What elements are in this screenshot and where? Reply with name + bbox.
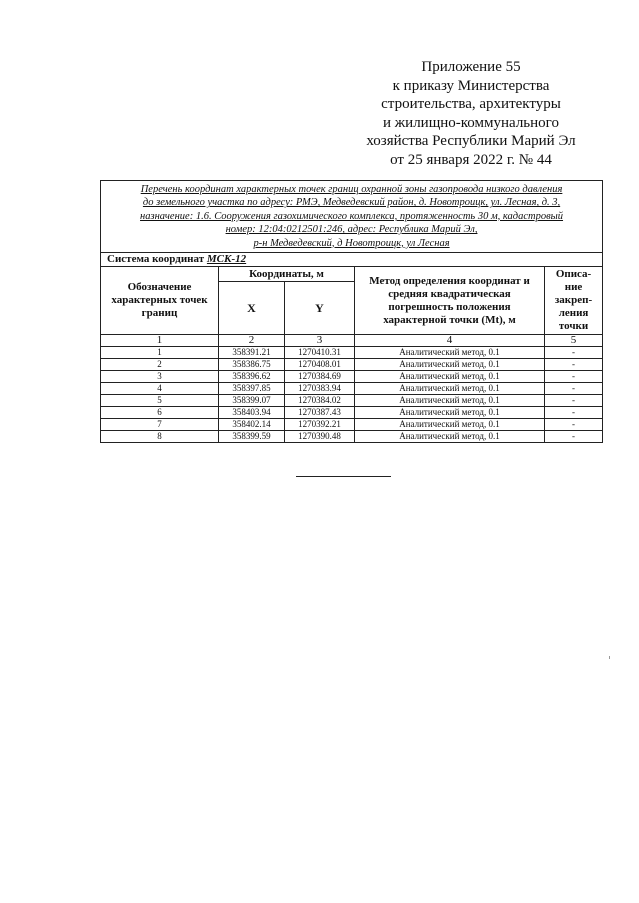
order-date: от 25 января 2022 г. № 44 bbox=[390, 151, 552, 168]
header-point: Обозначение характерных точек границ bbox=[101, 267, 219, 335]
cell-description: - bbox=[545, 407, 603, 419]
cell-point: 8 bbox=[101, 431, 219, 443]
cell-x: 358402.14 bbox=[219, 419, 285, 431]
coord-system-value: МСК-12 bbox=[206, 253, 247, 266]
table-row bbox=[101, 371, 603, 383]
cell-point: 3 bbox=[101, 371, 219, 383]
title-row bbox=[101, 181, 603, 253]
cell-method: Аналитический метод, 0.1 bbox=[355, 431, 545, 443]
cell-x: 358386.75 bbox=[219, 359, 285, 371]
column-number: 4 bbox=[355, 335, 545, 347]
cell-x: 358397.85 bbox=[219, 383, 285, 395]
cell-y: 1270410.31 bbox=[285, 347, 355, 359]
title-line: номер: 12:04:0212501:246, адрес: Республика Марий Эл, bbox=[225, 224, 478, 236]
cell-y: 1270383.94 bbox=[285, 383, 355, 395]
title-line: назначение: 1.6. Сооружения газохимического комплекса, протяженность 30 м, кадастровый bbox=[140, 210, 564, 222]
appendix-number: Приложение 55 bbox=[421, 59, 521, 75]
header-y: Y bbox=[285, 282, 355, 335]
cell-method: Аналитический метод, 0.1 bbox=[355, 359, 545, 371]
appendix-header bbox=[340, 58, 602, 169]
header-row-1 bbox=[101, 267, 603, 282]
column-number: 5 bbox=[545, 335, 603, 347]
column-numbers-row bbox=[101, 335, 603, 347]
cell-x: 358391.21 bbox=[219, 347, 285, 359]
cell-description: - bbox=[545, 419, 603, 431]
cell-y: 1270390.48 bbox=[285, 431, 355, 443]
scan-mark bbox=[609, 656, 610, 659]
cell-point: 4 bbox=[101, 383, 219, 395]
cell-point: 5 bbox=[101, 395, 219, 407]
title-line: р-н Медведевский, д Новотроицк, ул Лесная bbox=[253, 237, 450, 249]
cell-y: 1270408.01 bbox=[285, 359, 355, 371]
cell-description: - bbox=[545, 347, 603, 359]
cell-description: - bbox=[545, 383, 603, 395]
cell-description: - bbox=[545, 359, 603, 371]
coord-system-row bbox=[101, 253, 603, 267]
cell-x: 358399.59 bbox=[219, 431, 285, 443]
header-coords: Координаты, м bbox=[219, 267, 355, 282]
table-row bbox=[101, 359, 603, 371]
header-description: Описа- ние закреп- ления точки bbox=[545, 267, 603, 335]
table-row bbox=[101, 395, 603, 407]
cell-point: 6 bbox=[101, 407, 219, 419]
cell-y: 1270392.21 bbox=[285, 419, 355, 431]
cell-x: 358399.07 bbox=[219, 395, 285, 407]
cell-x: 358396.62 bbox=[219, 371, 285, 383]
table-row bbox=[101, 407, 603, 419]
table-title bbox=[101, 181, 603, 253]
cell-description: - bbox=[545, 371, 603, 383]
cell-method: Аналитический метод, 0.1 bbox=[355, 419, 545, 431]
cell-x: 358403.94 bbox=[219, 407, 285, 419]
order-line: к приказу Министерства bbox=[392, 77, 550, 94]
cell-y: 1270384.02 bbox=[285, 395, 355, 407]
coord-system-label: Система координат bbox=[107, 253, 205, 266]
cell-description: - bbox=[545, 395, 603, 407]
column-number: 2 bbox=[219, 335, 285, 347]
header-x: X bbox=[219, 282, 285, 335]
coordinates-table bbox=[100, 180, 603, 443]
table-row bbox=[101, 419, 603, 431]
ministry-line-2: и жилищно-коммунального bbox=[383, 114, 559, 131]
cell-y: 1270384.69 bbox=[285, 371, 355, 383]
title-line: Перечень координат характерных точек границ охранной зоны газопровода низкого давления bbox=[140, 184, 563, 195]
cell-point: 1 bbox=[101, 347, 219, 359]
cell-point: 2 bbox=[101, 359, 219, 371]
title-line: до земельного участка по адресу: РМЭ, Медведевский район, д. Новотроицк, ул. Лесная, д. 3, bbox=[142, 197, 561, 209]
cell-method: Аналитический метод, 0.1 bbox=[355, 395, 545, 407]
ministry-line-3: хозяйства Республики Марий Эл bbox=[366, 133, 576, 149]
table-row bbox=[101, 347, 603, 359]
cell-method: Аналитический метод, 0.1 bbox=[355, 383, 545, 395]
header-method: Метод определения координат и средняя квадратическая погрешность положения характерной точки (Mt), м bbox=[355, 267, 545, 335]
table-row bbox=[101, 431, 603, 443]
cell-method: Аналитический метод, 0.1 bbox=[355, 347, 545, 359]
table-row bbox=[101, 383, 603, 395]
column-number: 1 bbox=[101, 335, 219, 347]
coord-system bbox=[101, 253, 603, 267]
cell-method: Аналитический метод, 0.1 bbox=[355, 371, 545, 383]
cell-y: 1270387.43 bbox=[285, 407, 355, 419]
cell-method: Аналитический метод, 0.1 bbox=[355, 407, 545, 419]
cell-description: - bbox=[545, 431, 603, 443]
cell-point: 7 bbox=[101, 419, 219, 431]
column-number: 3 bbox=[285, 335, 355, 347]
footer-rule bbox=[296, 476, 391, 477]
ministry-line-1: строительства, архитектуры bbox=[381, 96, 561, 112]
